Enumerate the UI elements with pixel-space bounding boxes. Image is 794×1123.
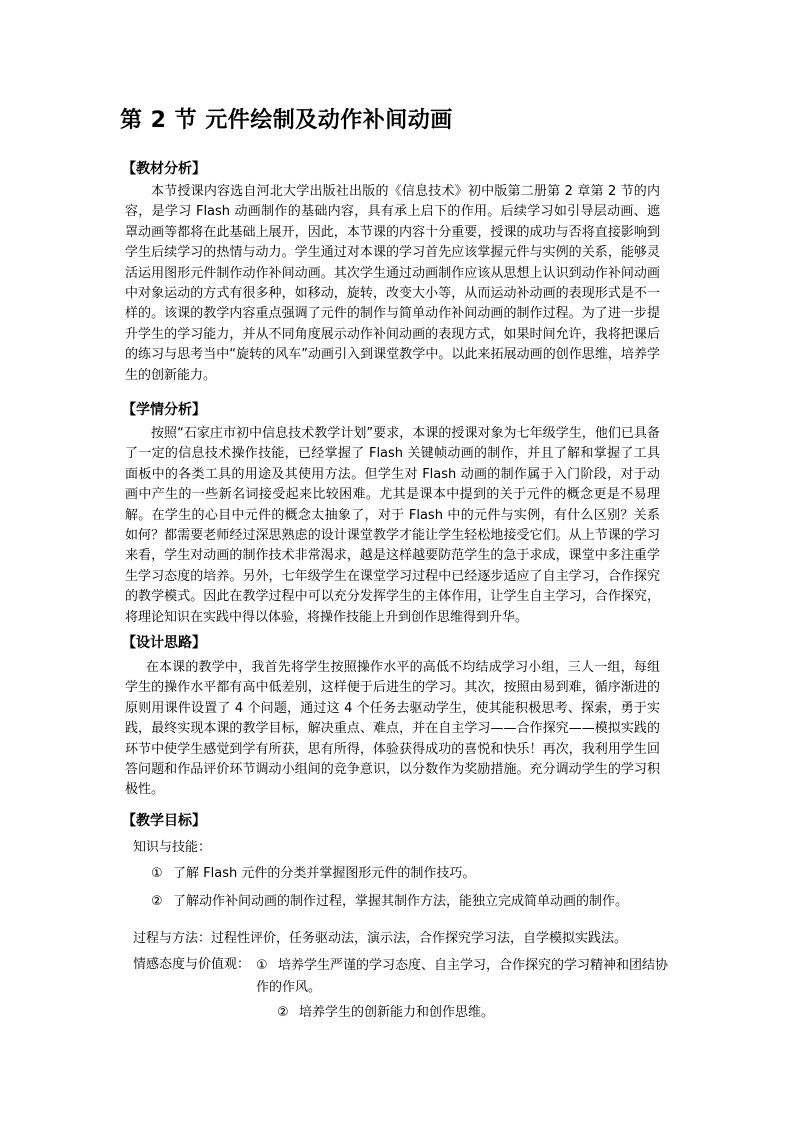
- item-number: ①: [256, 958, 268, 973]
- item-text: 了解 Flash 元件的分类并掌握图形元件的制作技巧。: [173, 866, 476, 881]
- process-method-line: 过程与方法：过程性评价，任务驱动法，演示法，合作探究学习法，自学模拟实践法。: [133, 931, 628, 946]
- section-heading-analysis: 【教材分析】: [122, 161, 206, 177]
- paragraph-learner: 按照“石家庄市初中信息技术教学计划”要求，本课的授课对象为七年级学生，他们已具备了一定的信息技术操作技能，已经掌握了 Flash 关键帧动画的制作，并且了解和掌握了工具面板中的各类工具的用途及其使用方法。但学生对 Flash 动画的制作属于入门阶段，对于动画中产生的一些新名词接受起来比较困难。尤其是课本中提到的关于元件的概念更是不易理解。在学生的心目中元件的概念太抽象了，对于 Flash 中的元件与实例，有什么区别？关系如何？都需要老师经过深思熟虑的设计课堂教学才能让学生轻松地接受它们。从上节课的学习来看，学生对动画的制作技术非常渴求，越是这样越要防范学生的急于求成，课堂中多注重学生学习态度的培养。另外，七年级学生在课堂学习过程中已经逐步适应了自主学习，合作探究的教学模式。因此在教学过程中可以充分发挥学生的主体作用，让学生自主学习，合作探究，将理论知识在实践中得以体验，将操作技能上升到创作思维得到升华。: [125, 426, 660, 625]
- emotion-item: [277, 1003, 494, 1023]
- item-number: ②: [277, 1005, 289, 1020]
- paragraph-analysis: 本节授课内容选自河北大学出版社出版的《信息技术》初中版第二册第 2 章第 2 节的内容，是学习 Flash 动画制作的基础内容，具有承上启下的作用。后续学习如引导层动画、遮罩动画等都将在此基础上展开，因此，本节课的内容十分重要，授课的成功与否将直接影响到学生后续学习的热情与动力。学生通过对本课的学习首先应该掌握元件与实例的关系，能够灵活运用图形元件制作动作补间动画。其次学生通过动画制作应该从思想上认识到动作补间动画中对象运动的方式有很多种，如移动，旋转，改变大小等，从而运动补动画的表现形式是不一样的。该课的教学内容重点强调了元件的制作与简单动作补间动画的制作过程。为了进一步提升学生的学习能力，并从不同角度展示动作补间动画的表现方式，如果时间允许，我将把课后的练习与思考当中“旋转的风车”动画引入到课堂教学中。以此来拓展动画的创作思维，培养学生的创新能力。: [125, 184, 660, 383]
- item-number: ②: [151, 894, 163, 909]
- emotion-label: 情感态度与价值观：: [133, 957, 251, 972]
- item-text: 培养学生严谨的学习态度、自主学习，合作探究的学习精神和团结协作的作风。: [256, 958, 669, 995]
- item-text: 培养学生的创新能力和创作思维。: [299, 1005, 495, 1020]
- item-text: 了解动作补间动画的制作过程，掌握其制作方法，能独立完成简单动画的制作。: [173, 894, 629, 909]
- section-heading-design: 【设计思路】: [122, 635, 206, 651]
- knowledge-item: [151, 892, 628, 912]
- knowledge-label: 知识与技能：: [133, 840, 212, 855]
- knowledge-item: [151, 864, 475, 884]
- item-number: ①: [151, 866, 163, 881]
- page-title: 第 2 节 元件绘制及动作补间动画: [120, 108, 453, 133]
- section-heading-learner: 【学情分析】: [122, 402, 206, 418]
- paragraph-design: 在本课的教学中，我首先将学生按照操作水平的高低不均结成学习小组，三人一组，每组学生的操作水平都有高中低差别，这样便于后进生的学习。其次，按照由易到难，循序渐进的原则用课件设置了 4 个问题，通过这 4 个任务去驱动学生，使其能积极思考、探索，勇于实践，最终实现本课的教学目标，解决重点、难点，并在自主学习——合作探究——模拟实践的环节中使学生感觉到学有所获，思有所得，体验获得成功的喜悦和快乐！再次，我利用学生回答问题和作品评价环节调动小组间的竞争意识，以分数作为奖励措施。充分调动学生的学习积极性。: [125, 660, 660, 798]
- emotion-item: [256, 955, 676, 999]
- section-heading-goals: 【教学目标】: [122, 813, 206, 829]
